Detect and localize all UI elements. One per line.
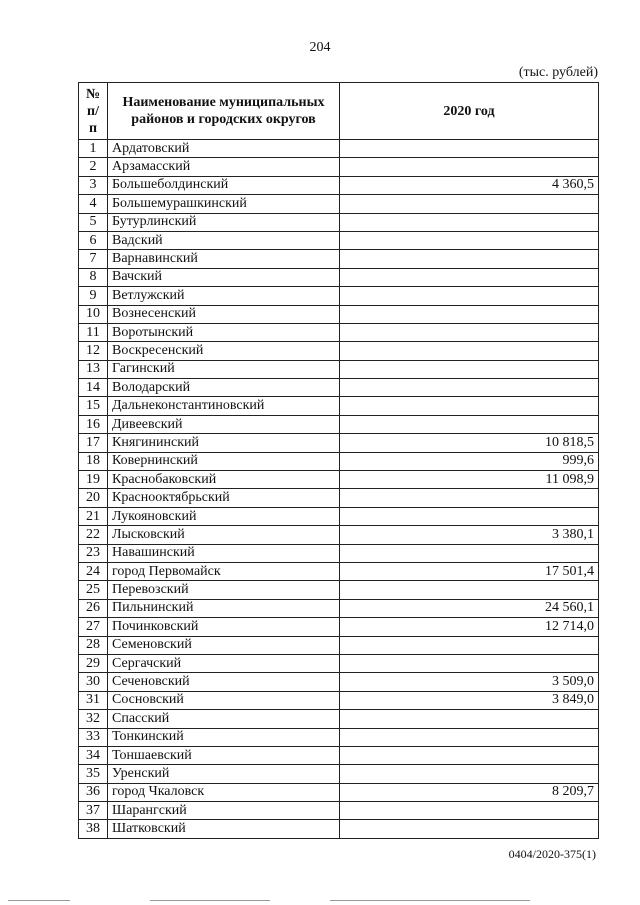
row-value: [340, 195, 599, 213]
row-number: 25: [79, 581, 108, 599]
header-year: [340, 83, 599, 140]
row-name: Тоншаевский: [108, 746, 340, 764]
row-number: 24: [79, 562, 108, 580]
row-value: [340, 397, 599, 415]
header-num: [79, 83, 108, 140]
row-name: Володарский: [108, 379, 340, 397]
row-number: 33: [79, 728, 108, 746]
table-row: [79, 599, 599, 617]
bottom-edge-mark: [8, 900, 70, 901]
row-number: 22: [79, 526, 108, 544]
table-header-row: [79, 83, 599, 140]
row-value: 17 501,4: [340, 562, 599, 580]
row-number: 37: [79, 802, 108, 820]
row-value: [340, 820, 599, 838]
row-value: 12 714,0: [340, 618, 599, 636]
row-value: [340, 323, 599, 341]
row-name: Арзамасский: [108, 158, 340, 176]
row-name: Починковский: [108, 618, 340, 636]
row-value: 11 098,9: [340, 471, 599, 489]
row-value: [340, 231, 599, 249]
row-number: 16: [79, 415, 108, 433]
row-value: [340, 728, 599, 746]
row-number: 14: [79, 379, 108, 397]
row-name: Спасский: [108, 710, 340, 728]
row-number: 18: [79, 452, 108, 470]
table-row: [79, 526, 599, 544]
row-name: Уренский: [108, 765, 340, 783]
row-value: [340, 287, 599, 305]
row-value: 8 209,7: [340, 783, 599, 801]
row-value: [340, 507, 599, 525]
row-value: 3 849,0: [340, 691, 599, 709]
row-number: 1: [79, 140, 108, 158]
row-name: Гагинский: [108, 360, 340, 378]
row-number: 11: [79, 323, 108, 341]
table-row: [79, 636, 599, 654]
table-row: [79, 507, 599, 525]
table-row: [79, 287, 599, 305]
table-body: [79, 140, 599, 839]
table-row: [79, 305, 599, 323]
row-name: Дальнеконстантиновский: [108, 397, 340, 415]
row-number: 27: [79, 618, 108, 636]
row-name: Семеновский: [108, 636, 340, 654]
row-value: [340, 710, 599, 728]
row-name: Сеченовский: [108, 673, 340, 691]
row-name: Краснооктябрьский: [108, 489, 340, 507]
row-number: 20: [79, 489, 108, 507]
row-value: [340, 213, 599, 231]
row-name: Тонкинский: [108, 728, 340, 746]
row-value: [340, 379, 599, 397]
row-number: 28: [79, 636, 108, 654]
row-value: [340, 250, 599, 268]
row-name: город Чкаловск: [108, 783, 340, 801]
row-name: Пильнинский: [108, 599, 340, 617]
row-name: Воротынский: [108, 323, 340, 341]
budget-table: [78, 82, 599, 839]
row-name: Ветлужский: [108, 287, 340, 305]
table-row: [79, 691, 599, 709]
row-number: 2: [79, 158, 108, 176]
table-row: [79, 250, 599, 268]
row-name: Шатковский: [108, 820, 340, 838]
row-name: Лысковский: [108, 526, 340, 544]
row-value: 3 509,0: [340, 673, 599, 691]
table-row: [79, 140, 599, 158]
row-name: Сосновский: [108, 691, 340, 709]
row-name: Дивеевский: [108, 415, 340, 433]
table-row: [79, 176, 599, 194]
row-number: 32: [79, 710, 108, 728]
table-row: [79, 471, 599, 489]
row-number: 31: [79, 691, 108, 709]
table-row: [79, 728, 599, 746]
row-number: 8: [79, 268, 108, 286]
row-name: Шарангский: [108, 802, 340, 820]
table-row: [79, 544, 599, 562]
table-row: [79, 158, 599, 176]
row-value: [340, 544, 599, 562]
row-value: 10 818,5: [340, 434, 599, 452]
row-value: 3 380,1: [340, 526, 599, 544]
table-row: [79, 710, 599, 728]
row-number: 19: [79, 471, 108, 489]
row-number: 12: [79, 342, 108, 360]
document-code: 0404/2020-375(1): [508, 847, 596, 861]
table-row: [79, 379, 599, 397]
row-number: 34: [79, 746, 108, 764]
row-name: город Первомайск: [108, 562, 340, 580]
row-name: Сергачский: [108, 654, 340, 672]
row-number: 30: [79, 673, 108, 691]
row-value: [340, 158, 599, 176]
row-name: Лукояновский: [108, 507, 340, 525]
row-name: Большеболдинский: [108, 176, 340, 194]
row-name: Большемурашкинский: [108, 195, 340, 213]
table-row: [79, 342, 599, 360]
row-number: 4: [79, 195, 108, 213]
row-name: Вадский: [108, 231, 340, 249]
row-value: [340, 489, 599, 507]
table-row: [79, 195, 599, 213]
row-number: 9: [79, 287, 108, 305]
table-row: [79, 452, 599, 470]
table-row: [79, 434, 599, 452]
row-name: Ардатовский: [108, 140, 340, 158]
bottom-edge-mark: [150, 900, 270, 901]
row-name: Перевозский: [108, 581, 340, 599]
row-name: Воскресенский: [108, 342, 340, 360]
table-row: [79, 489, 599, 507]
header-num-label: № п/п: [85, 86, 101, 136]
row-value: [340, 342, 599, 360]
row-value: [340, 654, 599, 672]
row-number: 6: [79, 231, 108, 249]
row-name: Бутурлинский: [108, 213, 340, 231]
row-number: 17: [79, 434, 108, 452]
row-number: 13: [79, 360, 108, 378]
row-value: [340, 140, 599, 158]
table-row: [79, 765, 599, 783]
row-value: [340, 268, 599, 286]
table-row: [79, 323, 599, 341]
row-value: [340, 415, 599, 433]
row-value: [340, 746, 599, 764]
bottom-edge-mark: [330, 900, 530, 901]
row-number: 23: [79, 544, 108, 562]
row-name: Ковернинский: [108, 452, 340, 470]
table-row: [79, 654, 599, 672]
row-number: 10: [79, 305, 108, 323]
row-name: Княгининский: [108, 434, 340, 452]
table-row: [79, 746, 599, 764]
row-number: 21: [79, 507, 108, 525]
row-number: 36: [79, 783, 108, 801]
page-number: 204: [309, 40, 331, 55]
units-note: (тыс. рублей): [518, 65, 598, 80]
row-number: 29: [79, 654, 108, 672]
table-row: [79, 360, 599, 378]
row-name: Вознесенский: [108, 305, 340, 323]
table-row: [79, 820, 599, 838]
row-value: [340, 636, 599, 654]
row-value: [340, 581, 599, 599]
row-name: Вачский: [108, 268, 340, 286]
header-year-label: 2020 год: [443, 103, 495, 119]
table-row: [79, 231, 599, 249]
row-value: 999,6: [340, 452, 599, 470]
row-value: 24 560,1: [340, 599, 599, 617]
row-value: [340, 765, 599, 783]
row-name: Варнавинский: [108, 250, 340, 268]
table-row: [79, 802, 599, 820]
table-row: [79, 397, 599, 415]
row-number: 26: [79, 599, 108, 617]
table-row: [79, 562, 599, 580]
row-name: Краснобаковский: [108, 471, 340, 489]
row-number: 7: [79, 250, 108, 268]
row-value: [340, 802, 599, 820]
row-number: 35: [79, 765, 108, 783]
row-number: 5: [79, 213, 108, 231]
row-name: Навашинский: [108, 544, 340, 562]
row-number: 3: [79, 176, 108, 194]
row-value: [340, 360, 599, 378]
row-value: [340, 305, 599, 323]
table-row: [79, 415, 599, 433]
row-number: 38: [79, 820, 108, 838]
header-name-label: Наименование муниципальных районов и городских округов: [122, 95, 325, 127]
table-row: [79, 783, 599, 801]
header-name: [108, 83, 340, 140]
table-row: [79, 618, 599, 636]
table-row: [79, 673, 599, 691]
table-row: [79, 268, 599, 286]
row-number: 15: [79, 397, 108, 415]
table-row: [79, 213, 599, 231]
row-value: 4 360,5: [340, 176, 599, 194]
table-row: [79, 581, 599, 599]
